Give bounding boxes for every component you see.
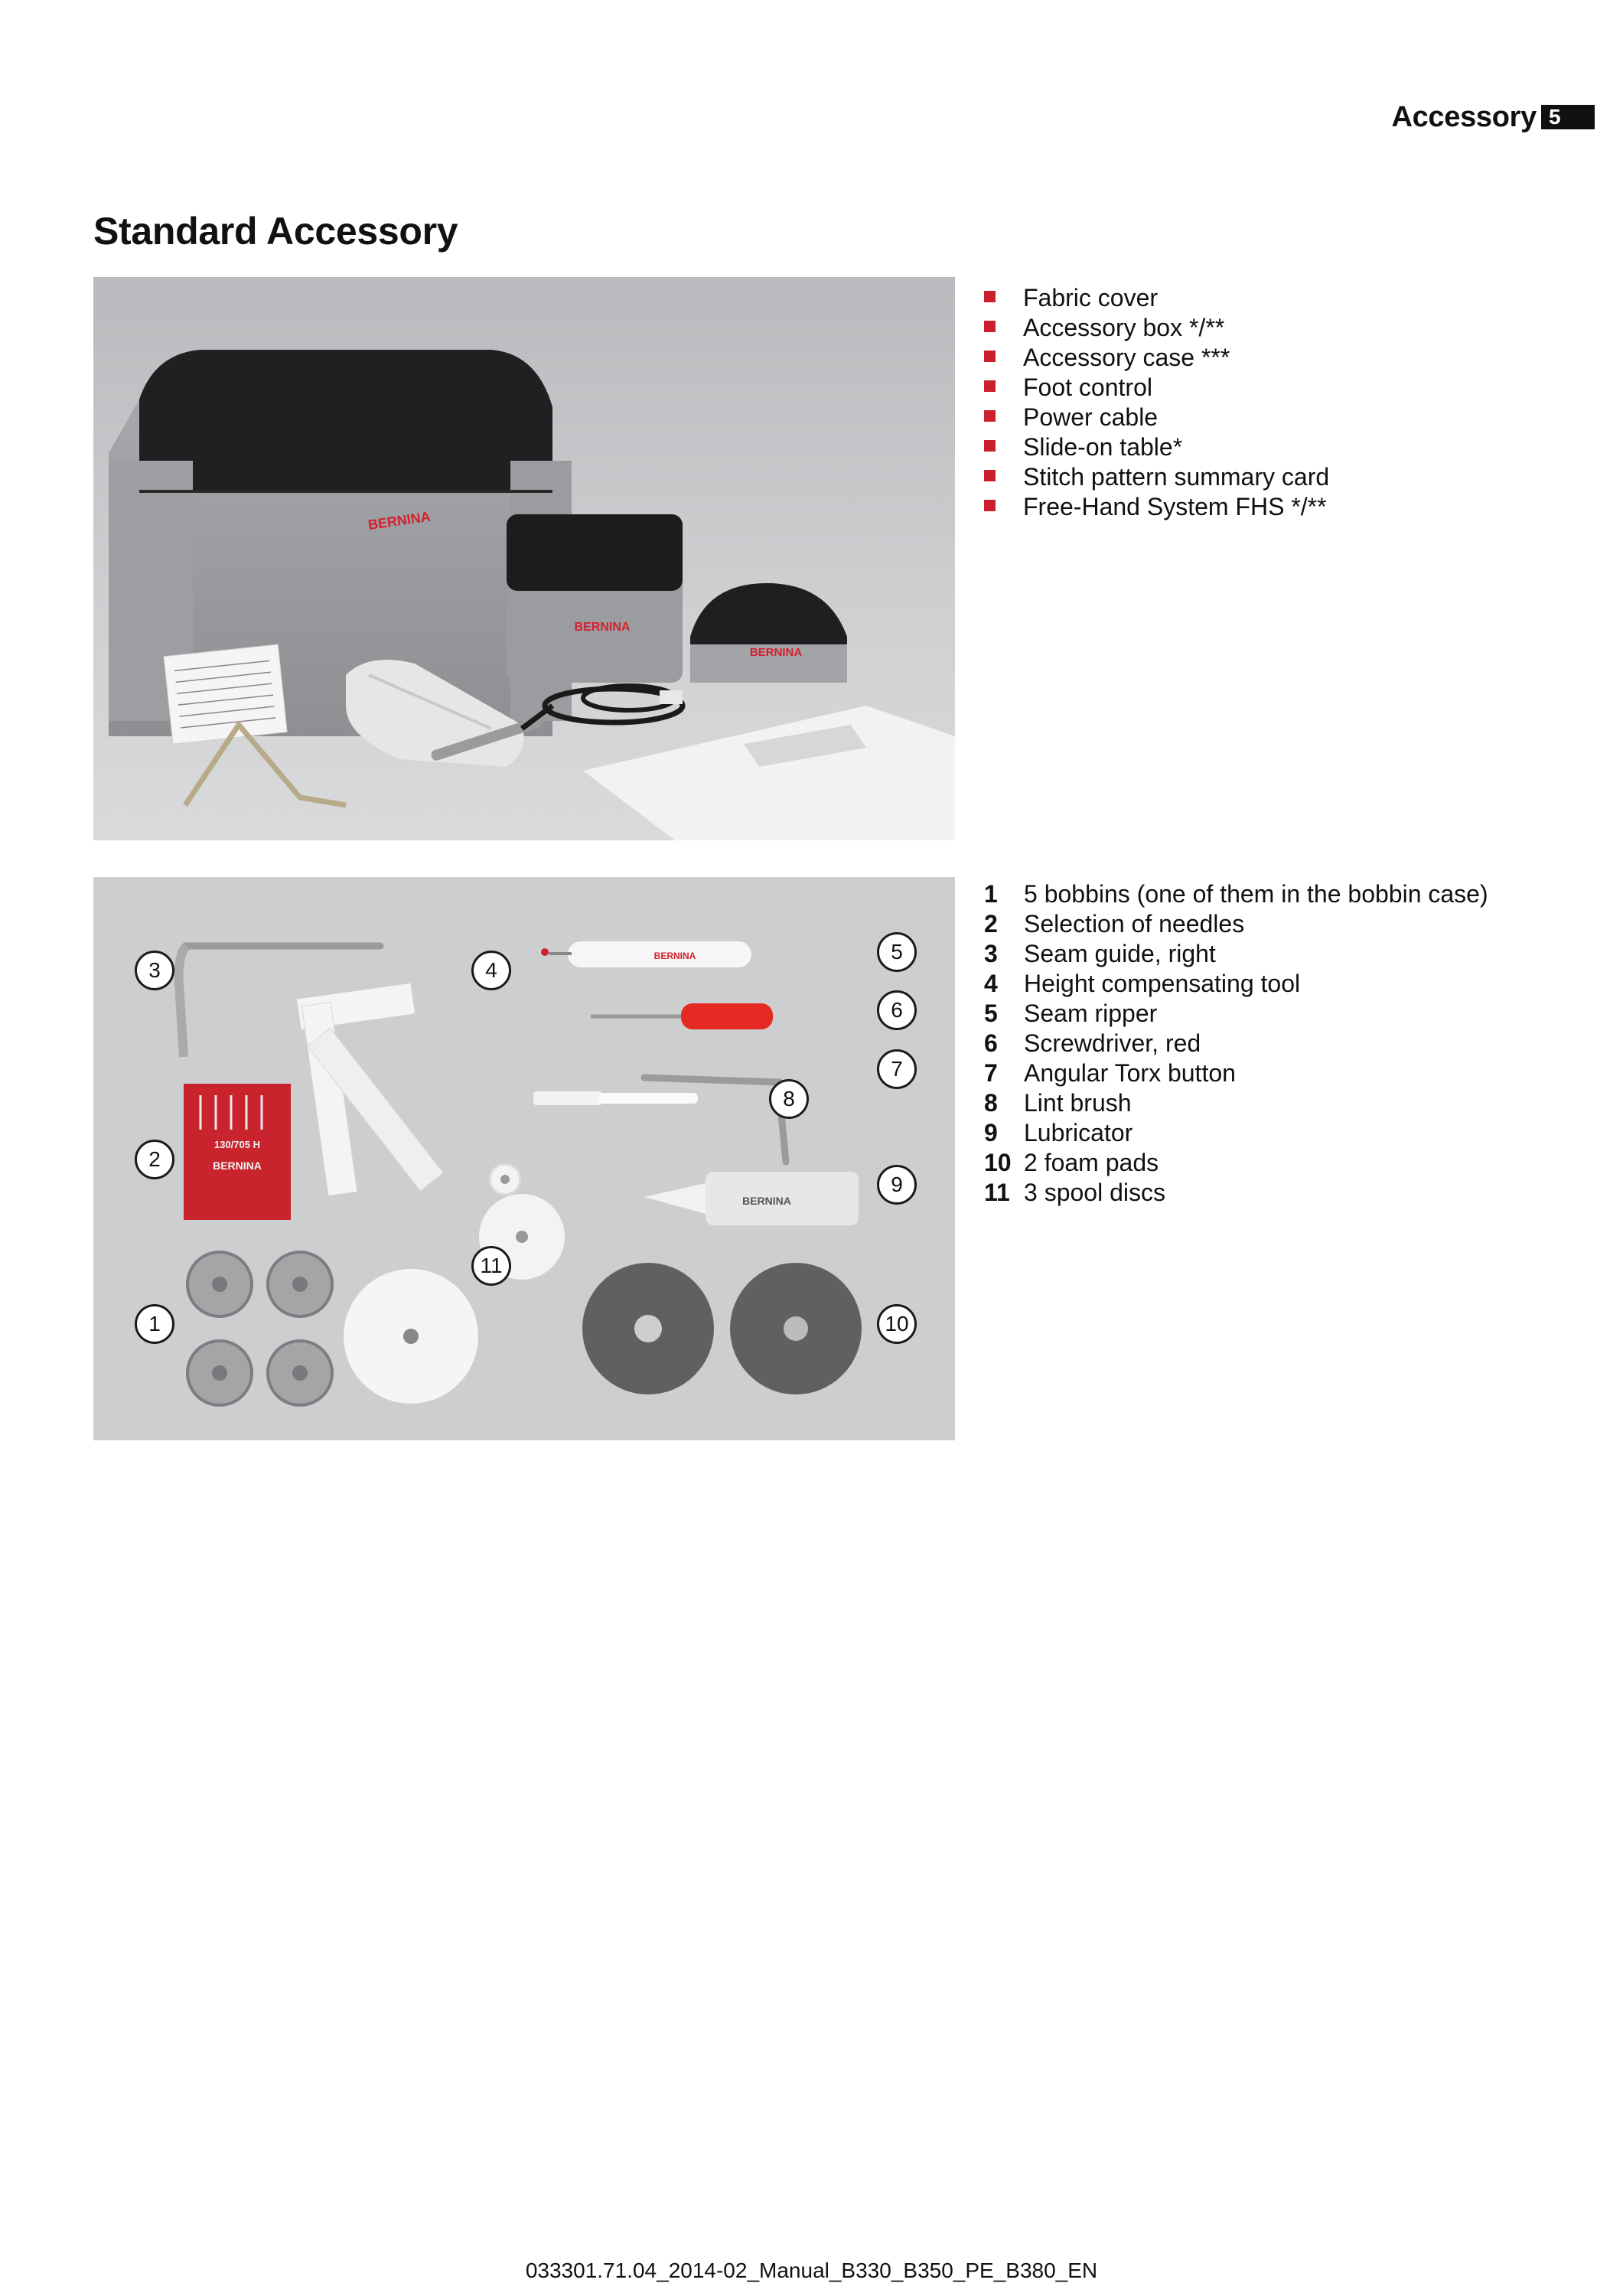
list-item: 1 5 bobbins (one of them in the bobbin case) [984,880,1488,908]
chapter-number-badge: 5 [1541,105,1595,129]
accessory-photo [93,277,955,840]
list-item: Slide-on table* [984,432,1329,462]
list-item: Stitch pattern summary card [984,462,1329,492]
parts-photo [93,877,955,1440]
needle-pack-text: 130/705 H [214,1139,260,1150]
lubricator-label: BERNINA [742,1195,791,1207]
item-number: 9 [984,1119,998,1146]
needle-pack-brand: BERNINA [213,1159,262,1172]
page-title: Standard Accessory [93,210,458,253]
red-square-bullet-icon [984,470,996,481]
red-square-bullet-icon [984,500,996,511]
list-item: Power cable [984,403,1329,432]
list-item: 10 2 foam pads [984,1149,1159,1176]
callout-9: 9 [877,1165,917,1205]
list-item: Free-Hand System FHS */** [984,492,1329,522]
bag-brand-logo: BERNINA [367,508,432,533]
red-square-bullet-icon [984,380,996,392]
list-item: 7 Angular Torx button [984,1059,1236,1087]
case-brand-logo: BERNINA [749,646,803,659]
list-item: Fabric cover [984,283,1329,313]
callout-5: 5 [877,932,917,972]
parts-list [984,879,1488,1208]
accessory-list [984,283,1329,522]
red-square-bullet-icon [984,321,996,332]
list-item: 9 Lubricator [984,1119,1133,1146]
list-item: 6 Screwdriver, red [984,1029,1201,1057]
ripper-brand-logo: BERNINA [653,951,696,961]
callout-7: 7 [877,1049,917,1089]
callout-1: 1 [135,1304,174,1344]
item-number: 3 [984,940,998,967]
list-item: 2 Selection of needles [984,910,1245,938]
list-item: 11 3 spool discs [984,1179,1165,1206]
red-square-bullet-icon [984,351,996,362]
list-item: Accessory case *** [984,343,1329,373]
list-item: 3 Seam guide, right [984,940,1216,967]
item-number: 10 [984,1149,1012,1176]
section-header: Accessory [1391,101,1537,133]
callout-2: 2 [135,1140,174,1179]
callout-8: 8 [769,1079,809,1119]
item-number: 7 [984,1059,998,1087]
callout-6: 6 [877,990,917,1030]
red-square-bullet-icon [984,291,996,302]
item-number: 11 [984,1179,1010,1206]
item-number: 8 [984,1089,998,1117]
red-square-bullet-icon [984,410,996,422]
callout-11: 11 [471,1246,511,1286]
list-item: 4 Height compensating tool [984,970,1301,997]
list-item: Accessory box */** [984,313,1329,343]
list-item: 8 Lint brush [984,1089,1132,1117]
item-number: 2 [984,910,998,938]
red-square-bullet-icon [984,440,996,452]
item-number: 6 [984,1029,998,1057]
callout-4: 4 [471,951,511,990]
callout-3: 3 [135,951,174,990]
document-reference: 033301.71.04_2014-02_Manual_B330_B350_PE_B380_EN [525,2258,1098,2282]
list-item: Foot control [984,373,1329,403]
item-number: 5 [984,1000,998,1027]
item-number: 4 [984,970,998,997]
list-item: 5 Seam ripper [984,1000,1158,1027]
callout-10: 10 [877,1304,917,1344]
item-number: 1 [984,880,998,908]
box-brand-logo: BERNINA [574,621,631,634]
